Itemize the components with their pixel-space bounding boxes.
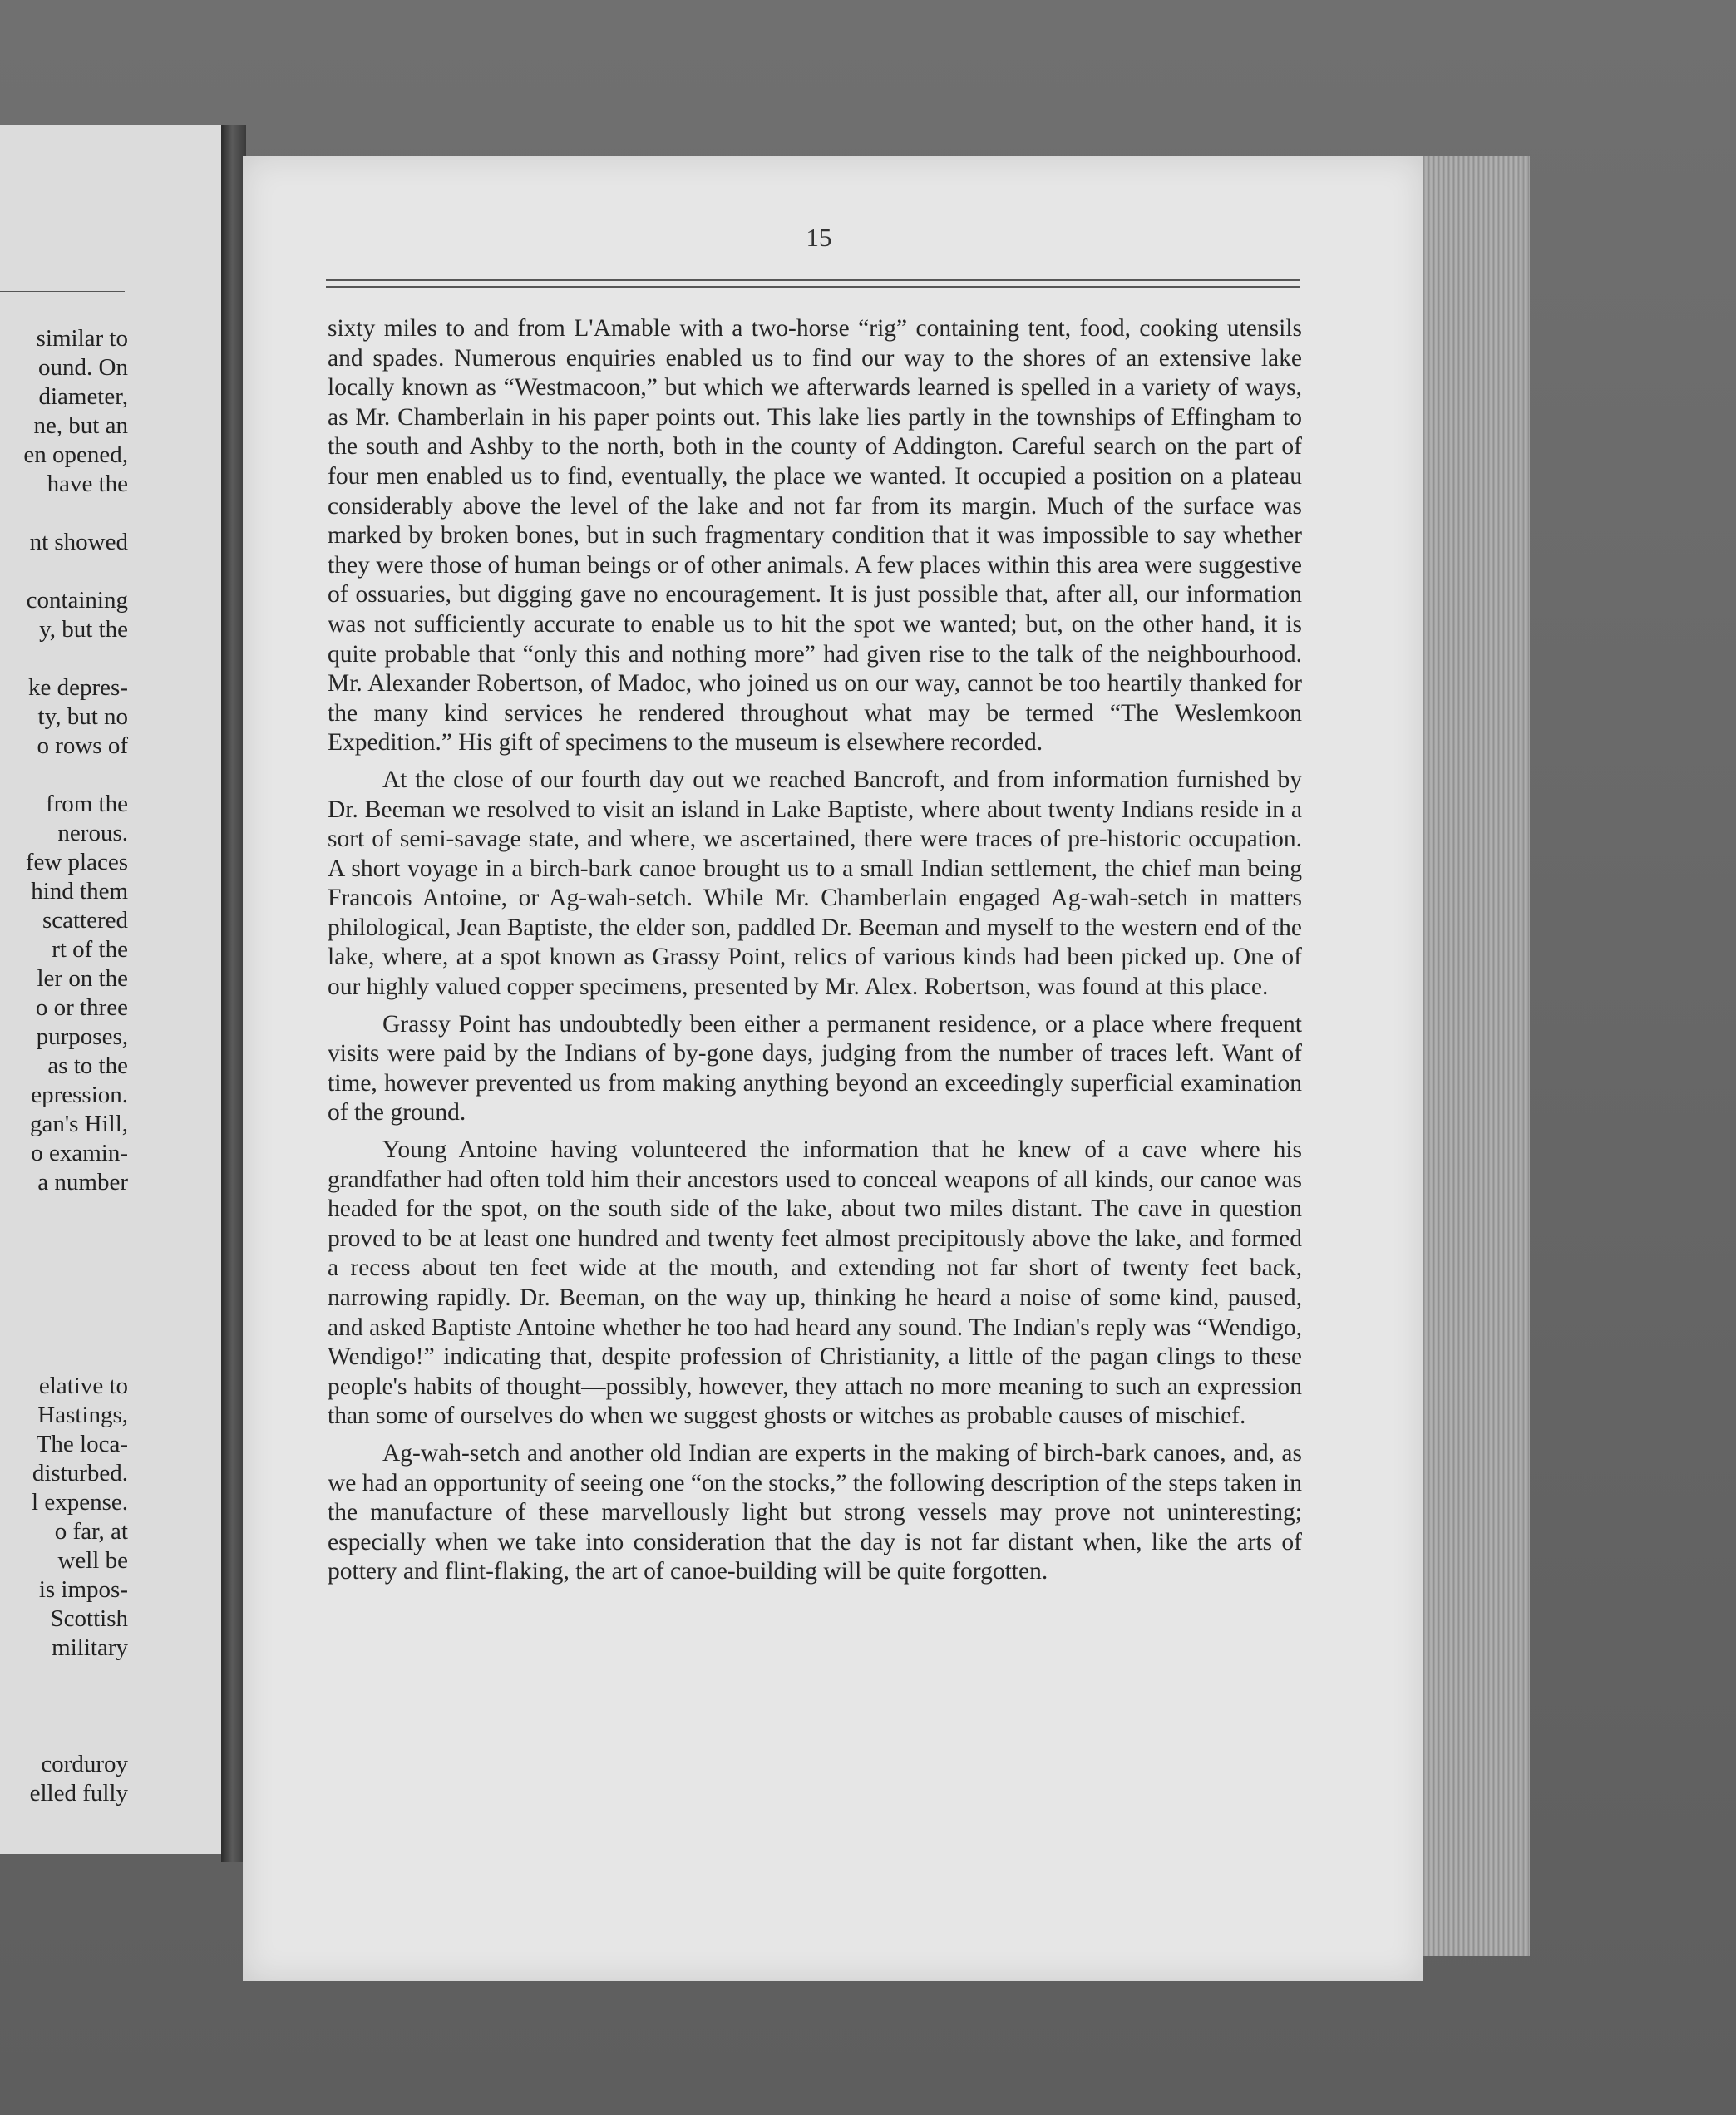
facing-page-line xyxy=(0,1255,128,1284)
facing-page-line xyxy=(0,761,128,790)
facing-page-line: few places xyxy=(25,849,128,875)
facing-page-line: The loca- xyxy=(36,1431,128,1457)
facing-page-line: from the xyxy=(45,791,128,817)
facing-page-line xyxy=(0,1663,128,1692)
facing-page-line: similar to xyxy=(36,325,128,352)
facing-page-line: Scottish xyxy=(50,1605,128,1632)
facing-page-line: hind them xyxy=(31,878,128,905)
facing-page-line: corduroy xyxy=(41,1751,128,1777)
facing-page-text xyxy=(0,324,128,1808)
facing-page-line: y, but the xyxy=(39,616,128,643)
facing-page-line: purposes, xyxy=(36,1023,128,1050)
facing-page-line: o far, at xyxy=(54,1518,128,1545)
facing-page-line xyxy=(0,557,128,586)
facing-page-line xyxy=(0,1226,128,1255)
facing-page-line: a number xyxy=(37,1169,128,1196)
facing-page-line: l expense. xyxy=(32,1489,128,1516)
facing-page-line: ty, but no xyxy=(37,703,128,730)
facing-page-line: scattered xyxy=(42,907,128,934)
paragraph: sixty miles to and from L'Amable with a two-horse “rig” containing tent, food, cooking utensils and spades. Numerous enquiries enabled us to find our way to the shores of an extensive lake locally known as “Westmacoon,” but which we afterwards learned is spelled in a variety of ways, as Mr. Chamberlain in his paper points out. This lake lies partly in the townships of Effingham to the south and Ashby to the north, both in the county of Addington. Careful search on the part of four men enabled us to find, eventually, the place we wanted. It occupied a position on a plateau considerably above the level of the lake and not far from its margin. Much of the surface was marked by broken bones, but in such fragmentary condition that it was impossible to say whether they were those of human beings or of other animals. A few places within this area were suggestive of ossuaries, but digging gave no encouragement. It is just possible that, after all, our information was not sufficiently accurate to enable us to hit the spot we wanted; but, on the other hand, it is quite probable that “only this and nothing more” had given rise to the talk of the neighbourhood. Mr. Alexander Robertson, of Madoc, who joined us on our way, cannot be too heartily thanked for the many kind services he rendered throughout what may be termed “The Weslemkoon Expedition.” His gift of specimens to the museum is elsewhere recorded. xyxy=(328,315,1302,757)
facing-page-line: have the xyxy=(47,471,128,497)
paragraph: At the close of our fourth day out we reached Bancroft, and from information furnished by Dr. Beeman we resolved to visit an island in Lake Baptiste, where about twenty Indians reside in a sort of semi-savage state, and where, we ascertained, there were traces of pre-historic occupation. A short voyage in a birch-bark canoe brought us to a small Indian settlement, the chief man being Francois Antoine, or Ag-wah-setch. While Mr. Chamberlain engaged Ag-wah-setch in matters philological, Jean Baptiste, the elder son, paddled Dr. Beeman and myself to the western end of the lake, where, at a spot known as Grassy Point, relics of various kinds had been picked up. One of our highly valued copper specimens, presented by Mr. Alex. Robertson, was found at this place. xyxy=(328,766,1302,1001)
facing-page-line: en opened, xyxy=(23,441,128,468)
facing-page-line xyxy=(0,1692,128,1721)
facing-page-line: gan's Hill, xyxy=(30,1111,128,1137)
facing-page-line xyxy=(0,644,128,673)
facing-page-line: diameter, xyxy=(38,383,128,410)
page-number: 15 xyxy=(806,223,832,252)
paragraph: Grassy Point has undoubtedly been either a permanent residence, or a place where frequent visits were paid by the Indians of by-gone days, judging from the number of traces left. Want of time, however prevented us from making anything beyond an exceedingly superficial examination of the ground. xyxy=(328,1010,1302,1127)
facing-page-line xyxy=(0,1284,128,1314)
facing-page-line: containing xyxy=(26,587,128,614)
facing-page-line: epression. xyxy=(31,1082,128,1108)
facing-page-line: ke depres- xyxy=(28,674,128,701)
facing-page-line: ound. On xyxy=(38,354,128,381)
facing-page-line: Hastings, xyxy=(37,1402,128,1428)
facing-page-line xyxy=(0,1721,128,1750)
facing-page-header-rule xyxy=(0,291,125,293)
facing-page-line: military xyxy=(52,1634,128,1661)
facing-page xyxy=(0,125,224,1854)
facing-page-line: elled fully xyxy=(29,1780,128,1807)
page-edge xyxy=(1423,156,1530,1956)
facing-page-line: ne, but an xyxy=(33,412,128,439)
facing-page-line: well be xyxy=(57,1547,128,1574)
facing-page-line xyxy=(0,1197,128,1226)
facing-page-line: o or three xyxy=(35,994,128,1021)
facing-page-line: nerous. xyxy=(57,820,128,846)
facing-page-line: o rows of xyxy=(37,732,128,759)
body-text xyxy=(328,314,1302,1595)
facing-page-line: ler on the xyxy=(37,965,128,992)
facing-page-line xyxy=(0,1343,128,1372)
facing-page-line xyxy=(0,499,128,528)
header-rule xyxy=(326,279,1300,288)
facing-page-line: as to the xyxy=(47,1053,128,1079)
facing-page-line: nt showed xyxy=(29,529,128,555)
facing-page-line xyxy=(0,1314,128,1343)
facing-page-line: o examin- xyxy=(31,1140,128,1166)
facing-page-line: elative to xyxy=(38,1373,128,1399)
paragraph: Ag-wah-setch and another old Indian are experts in the making of birch-bark canoes, and, as we had an opportunity of seeing one “on the stocks,” the following description of the steps taken in the manufacture of these marvellously light but strong vessels may prove not uninteresting; especially when we take into consideration that the day is not far distant when, like the arts of pottery and flint-flaking, the art of canoe-building will be quite forgotten. xyxy=(328,1439,1302,1585)
facing-page-line: rt of the xyxy=(52,936,128,963)
facing-page-line: disturbed. xyxy=(32,1460,128,1486)
facing-page-line: is impos- xyxy=(38,1576,128,1603)
paragraph: Young Antoine having volunteered the information that he knew of a cave where his grandfather had often told him their ancestors used to conceal weapons of all kinds, our canoe was headed for the spot, on the south side of the lake, about two miles distant. The cave in question proved to be at least one hundred and twenty feet almost precipitously above the lake, and formed a recess about ten feet wide at the mouth, and extending not far short of twenty feet back, narrowing rapidly. Dr. Beeman, on the way up, thinking he heard a noise of some kind, paused, and asked Baptiste Antoine whether he too had heard any sound. The Indian's reply was “Wendigo, Wendigo!” indicating that, despite profession of Christianity, a little of the pagan clings to these people's habits of thought—possibly, however, they attach no more meaning to such an expression than some of ourselves do when we suggest ghosts or witches as probable causes of mischief. xyxy=(328,1136,1302,1430)
